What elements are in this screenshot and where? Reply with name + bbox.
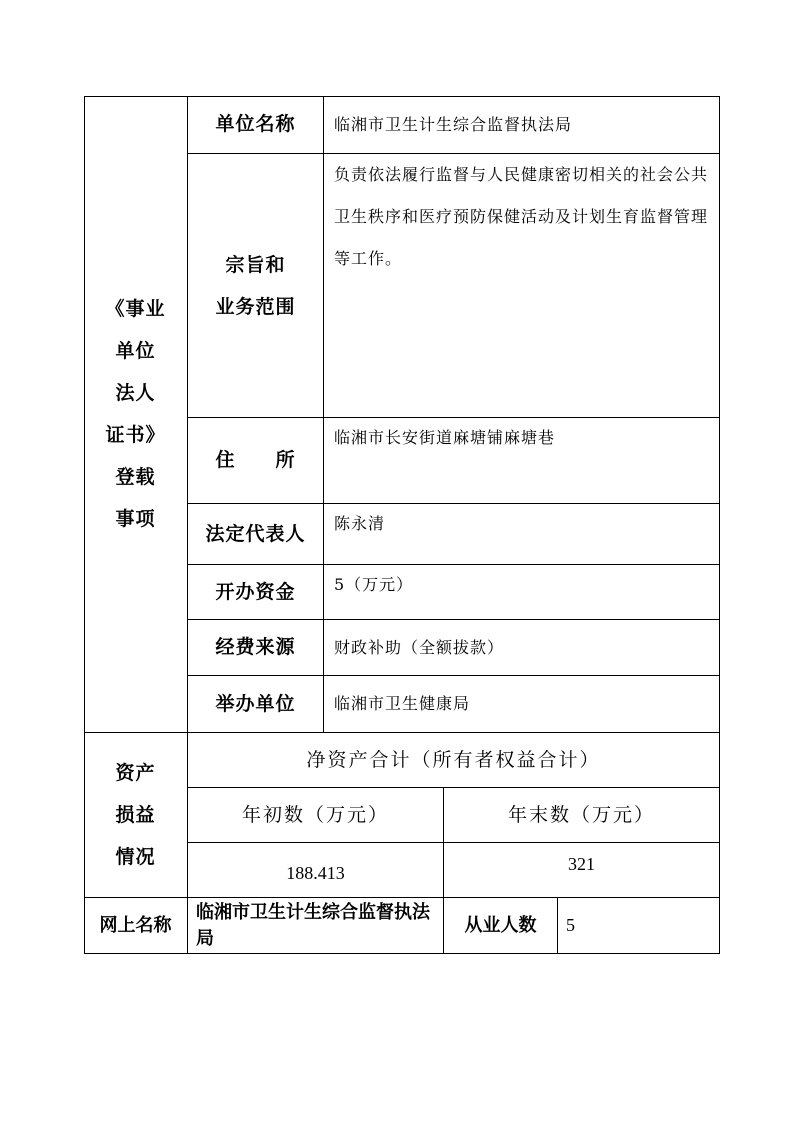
assets-section-label: 资产 损益 情况 [84,733,188,898]
unit-name-label: 单位名称 [188,96,324,154]
end-of-year-value: 321 [444,843,720,898]
staff-count-label: 从业人数 [444,898,558,954]
online-name-label: 网上名称 [84,898,188,954]
unit-name-value: 临湘市卫生计生综合监督执法局 [324,96,720,154]
begin-of-year-label: 年初数（万元） [188,788,444,843]
legal-rep-label: 法定代表人 [188,504,324,565]
sponsor-label: 举办单位 [188,676,324,733]
address-value: 临湘市长安街道麻塘铺麻塘巷 [324,418,720,504]
address-label: 住 所 [188,418,324,504]
registration-section-label: 《事业 单位 法人 证书》 登载 事项 [84,96,188,733]
capital-value: 5（万元） [324,565,720,620]
legal-rep-value: 陈永清 [324,504,720,565]
online-name-value: 临湘市卫生计生综合监督执法局 [188,898,444,954]
funding-label: 经费来源 [188,620,324,676]
sponsor-value: 临湘市卫生健康局 [324,676,720,733]
purpose-value: 负责依法履行监督与人民健康密切相关的社会公共卫生秩序和医疗预防保健活动及计划生育监督管理等工作。 [324,154,720,418]
net-assets-header: 净资产合计（所有者权益合计） [188,733,720,788]
purpose-label: 宗旨和 业务范围 [188,154,324,418]
staff-count-value: 5 [558,898,720,954]
end-of-year-label: 年末数（万元） [444,788,720,843]
capital-label: 开办资金 [188,565,324,620]
begin-of-year-value: 188.413 [188,843,444,898]
funding-value: 财政补助（全额拔款） [324,620,720,676]
